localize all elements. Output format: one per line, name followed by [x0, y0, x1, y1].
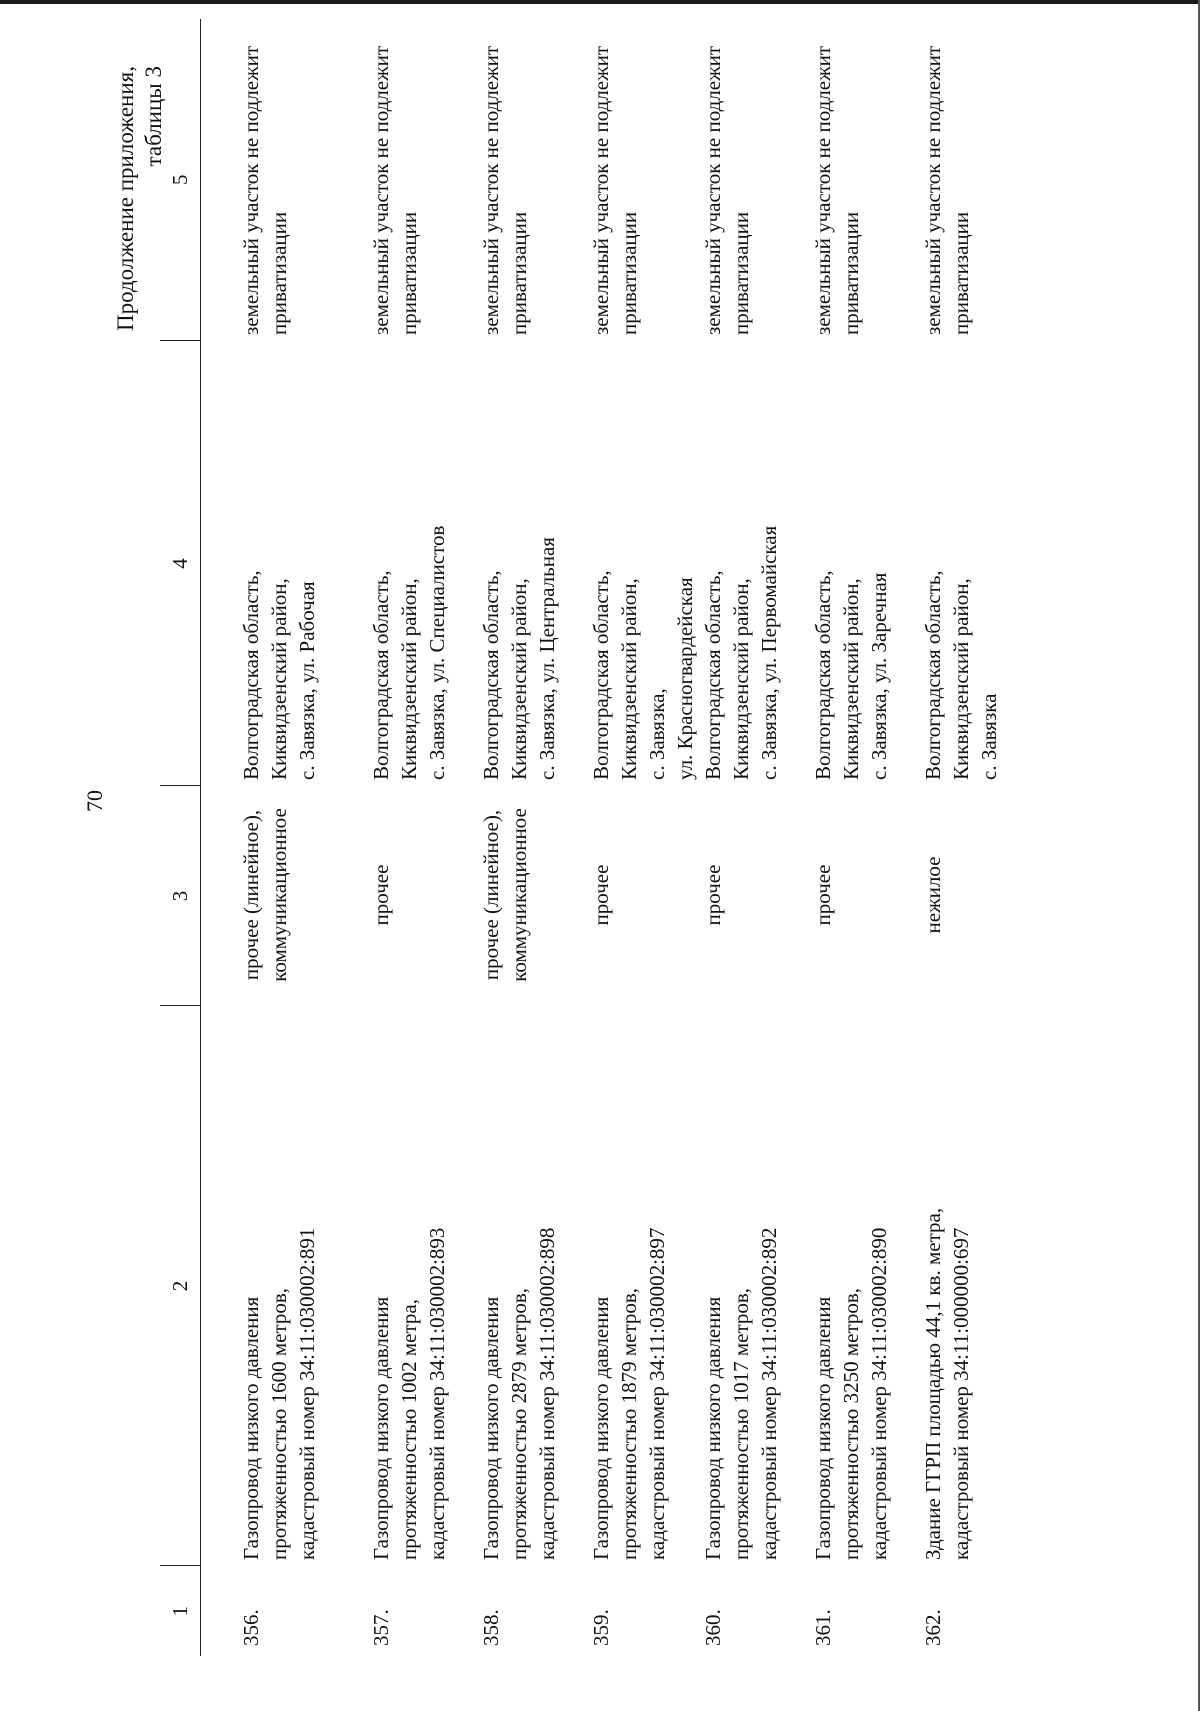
header-row	[160, 19, 201, 1656]
object-address-cell	[699, 341, 809, 786]
object-note-line: приватизации	[949, 211, 973, 335]
row-number: 360.	[701, 1609, 725, 1646]
column-header-1: 1	[160, 1566, 201, 1656]
object-name-line: протяженностью 3250 метров,	[839, 1287, 863, 1560]
object-address-line: Волгоградская область,	[369, 570, 393, 780]
row-number-cell	[201, 1566, 368, 1656]
object-type-cell	[367, 786, 477, 1006]
object-name-line: кадастровый номер 34:11:030002:892	[757, 1227, 781, 1560]
object-address-line: Волгоградская область,	[811, 570, 835, 780]
object-type-line: прочее (линейное),	[239, 809, 263, 981]
object-note-cell	[699, 19, 809, 341]
object-address-cell	[587, 341, 699, 786]
object-address-line: Киквидзенский район,	[839, 578, 863, 780]
object-name-line: кадастровый номер 34:11:000000:697	[949, 1227, 973, 1560]
object-address-cell	[477, 341, 587, 786]
object-note-line: приватизации	[729, 211, 753, 335]
table-row	[587, 19, 699, 1656]
continuation-line-2: таблицы 3	[141, 66, 166, 167]
row-number-cell	[477, 1566, 587, 1656]
object-note-cell	[919, 19, 1029, 341]
object-type-cell	[201, 786, 368, 1006]
row-number: 356.	[239, 1609, 263, 1646]
object-name-cell	[201, 1006, 368, 1566]
table-row	[699, 19, 809, 1656]
object-address-line: Киквидзенский район,	[949, 578, 973, 780]
object-address-cell	[201, 341, 368, 786]
object-address-line: Волгоградская область,	[239, 570, 263, 780]
object-type-line: прочее (линейное),	[479, 809, 503, 981]
object-name-line: протяженностью 1879 метров,	[617, 1287, 641, 1560]
object-name-line: Газопровод низкого давления	[239, 1296, 263, 1560]
object-name-line: кадастровый номер 34:11:030002:893	[425, 1227, 449, 1560]
object-name-line: кадастровый номер 34:11:030002:890	[867, 1227, 891, 1560]
object-note-cell	[201, 19, 368, 341]
object-type-line: коммуникационное	[507, 808, 531, 982]
object-note-cell	[367, 19, 477, 341]
object-name-cell	[809, 1006, 919, 1566]
object-address-line: Волгоградская область,	[479, 570, 503, 780]
object-type-line: прочее	[589, 864, 613, 926]
object-note-line: приватизации	[397, 211, 421, 335]
object-name-line: кадастровый номер 34:11:030002:897	[645, 1227, 669, 1560]
object-name-cell	[919, 1006, 1029, 1566]
column-header-3: 3	[160, 786, 201, 1006]
object-name-line: Газопровод низкого давления	[479, 1296, 503, 1560]
table-row	[809, 19, 919, 1656]
object-note-line: земельный участок не подлежит	[369, 45, 393, 335]
object-address-line: с. Завязка, ул. Центральная	[535, 537, 559, 780]
object-address-line: Волгоградская область,	[701, 570, 725, 780]
row-number: 359.	[589, 1609, 613, 1646]
row-number-cell	[919, 1566, 1029, 1656]
object-name-line: кадастровый номер 34:11:030002:891	[295, 1227, 319, 1560]
object-address-cell	[367, 341, 477, 786]
object-note-line: приватизации	[839, 211, 863, 335]
row-number: 358.	[479, 1609, 503, 1646]
object-name-cell	[699, 1006, 809, 1566]
object-note-line: земельный участок не подлежит	[239, 45, 263, 335]
table-row	[919, 19, 1029, 1656]
table-row	[477, 19, 587, 1656]
object-address-line: с. Завязка	[977, 693, 1001, 780]
object-address-line: Киквидзенский район,	[729, 578, 753, 780]
object-note-line: земельный участок не подлежит	[811, 45, 835, 335]
object-name-line: Здание ГГРП площадью 44,1 кв. метра,	[921, 1207, 945, 1560]
object-name-line: Газопровод низкого давления	[701, 1296, 725, 1560]
object-type-line: прочее	[811, 864, 835, 926]
object-address-line: ул. Красногвардейская	[673, 577, 697, 780]
table-body	[201, 19, 1030, 1656]
object-address-line: Киквидзенский район,	[507, 578, 531, 780]
object-address-line: с. Завязка, ул. Специалистов	[425, 525, 449, 780]
object-name-cell	[587, 1006, 699, 1566]
row-number: 357.	[369, 1609, 393, 1646]
object-name-line: протяженностью 1017 метров,	[729, 1287, 753, 1560]
object-name-cell	[367, 1006, 477, 1566]
object-type-line: прочее	[701, 864, 725, 926]
object-name-line: Газопровод низкого давления	[811, 1296, 835, 1560]
object-note-line: приватизации	[267, 211, 291, 335]
object-type-line: прочее	[369, 864, 393, 926]
object-name-line: протяженностью 2879 метров,	[507, 1287, 531, 1560]
page-number: 70	[82, 790, 107, 812]
object-note-cell	[477, 19, 587, 341]
object-note-line: земельный участок не подлежит	[701, 45, 725, 335]
object-name-line: протяженностью 1600 метров,	[267, 1287, 291, 1560]
object-type-cell	[477, 786, 587, 1006]
row-number-cell	[367, 1566, 477, 1656]
object-address-line: Киквидзенский район,	[397, 578, 421, 780]
object-address-line: с. Завязка, ул. Заречная	[867, 572, 891, 780]
column-header-2: 2	[160, 1006, 201, 1566]
object-name-line: Газопровод низкого давления	[369, 1296, 393, 1560]
object-name-line: кадастровый номер 34:11:030002:898	[535, 1227, 559, 1560]
object-address-cell	[919, 341, 1029, 786]
column-header-4: 4	[160, 341, 201, 786]
object-type-cell	[919, 786, 1029, 1006]
object-address-line: Киквидзенский район,	[267, 578, 291, 780]
object-name-line: Газопровод низкого давления	[589, 1296, 613, 1560]
row-number: 361.	[811, 1609, 835, 1646]
row-number-cell	[809, 1566, 919, 1656]
object-note-cell	[587, 19, 699, 341]
object-type-line: коммуникационное	[267, 808, 291, 982]
row-number-cell	[587, 1566, 699, 1656]
object-type-cell	[809, 786, 919, 1006]
object-address-line: с. Завязка, ул. Рабочая	[295, 581, 319, 780]
object-note-line: приватизации	[617, 211, 641, 335]
object-note-line: земельный участок не подлежит	[479, 45, 503, 335]
object-note-cell	[809, 19, 919, 341]
object-address-line: с. Завязка, ул. Первомайская	[757, 525, 781, 780]
object-address-line: Киквидзенский район,	[617, 578, 641, 780]
object-name-line: протяженностью 1002 метра,	[397, 1299, 421, 1560]
object-type-line: нежилое	[921, 856, 945, 934]
object-address-line: Волгоградская область,	[589, 570, 613, 780]
property-table	[160, 19, 1029, 1656]
object-type-cell	[699, 786, 809, 1006]
column-header-5: 5	[160, 19, 201, 341]
object-type-cell	[587, 786, 699, 1006]
object-note-line: земельный участок не подлежит	[921, 45, 945, 335]
row-number: 362.	[921, 1609, 945, 1646]
table-header	[160, 19, 201, 1656]
object-address-cell	[809, 341, 919, 786]
row-number-cell	[699, 1566, 809, 1656]
table-row	[367, 19, 477, 1656]
object-note-line: земельный участок не подлежит	[589, 45, 613, 335]
object-address-line: с. Завязка,	[645, 688, 669, 780]
continuation-line-1: Продолжение приложения,	[113, 66, 138, 331]
object-note-line: приватизации	[507, 211, 531, 335]
object-address-line: Волгоградская область,	[921, 570, 945, 780]
table-row	[201, 19, 368, 1656]
object-name-cell	[477, 1006, 587, 1566]
